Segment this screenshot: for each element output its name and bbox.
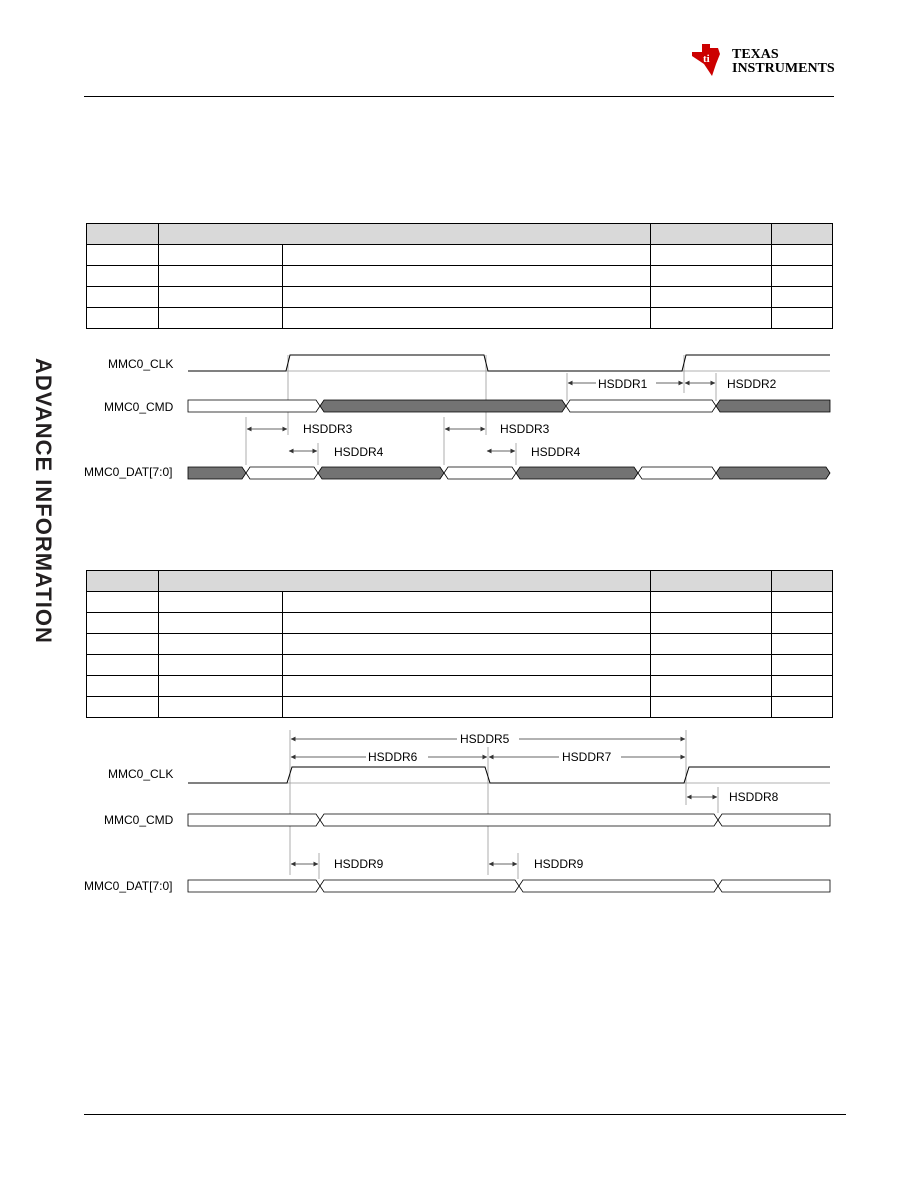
label-hsddr9: HSDDR9 [334,857,384,871]
label-hsddr5: HSDDR5 [460,732,510,746]
footer-rule [84,1114,846,1115]
label-hsddr4-a: HSDDR4 [334,445,384,459]
clk-waveform-2 [188,767,830,783]
signal-label-clk-2: MMC0_CLK [108,767,174,781]
signal-label-cmd-2: MMC0_CMD [104,813,174,827]
timing-table-2 [86,570,833,718]
table-row [87,613,833,634]
dat-bus [188,467,830,479]
advance-information-label: ADVANCE INFORMATION [31,358,56,644]
label-hsddr8: HSDDR8 [729,790,779,804]
timing-arrows [247,383,715,451]
table-row [87,266,833,287]
table-row [87,287,833,308]
signal-label-dat: MMC0_DAT[7:0] [84,465,173,479]
table-row [87,245,833,266]
signal-label-clk: MMC0_CLK [108,357,174,371]
header-rule [84,96,834,97]
table-header-row [87,571,833,592]
label-hsddr4-b: HSDDR4 [531,445,581,459]
label-hsddr1: HSDDR1 [598,377,648,391]
table-row [87,697,833,718]
signal-label-dat-2: MMC0_DAT[7:0] [84,879,173,893]
label-hsddr3-b: HSDDR3 [500,422,550,436]
reference-lines-2 [188,730,830,879]
label-hsddr6: HSDDR6 [368,750,418,764]
cmd-bus-2 [188,814,830,826]
timing-table-1 [86,223,833,329]
table-row [87,676,833,697]
svg-text:ti: ti [703,53,710,65]
label-hsddr2: HSDDR2 [727,377,777,391]
signal-label-cmd: MMC0_CMD [104,400,174,414]
clk-waveform [188,355,830,371]
logo-line1: TEXAS [732,47,779,62]
logo-line2: INSTRUMENTS [732,61,835,76]
table-row [87,592,833,613]
table-row [87,634,833,655]
ti-wordmark [732,48,835,76]
cmd-bus [188,400,830,412]
timing-diagram-1 [0,335,918,495]
ti-logo-icon [690,42,730,78]
timing-diagram-2 [0,725,918,905]
label-hsddr9-b: HSDDR9 [534,857,584,871]
label-hsddr3-a: HSDDR3 [303,422,353,436]
table-row [87,308,833,329]
table-row [87,655,833,676]
ti-logo [690,42,840,82]
table-header-row [87,224,833,245]
timing-arrows-2 [291,739,717,864]
dat-bus-2 [188,880,830,892]
label-hsddr7: HSDDR7 [562,750,612,764]
